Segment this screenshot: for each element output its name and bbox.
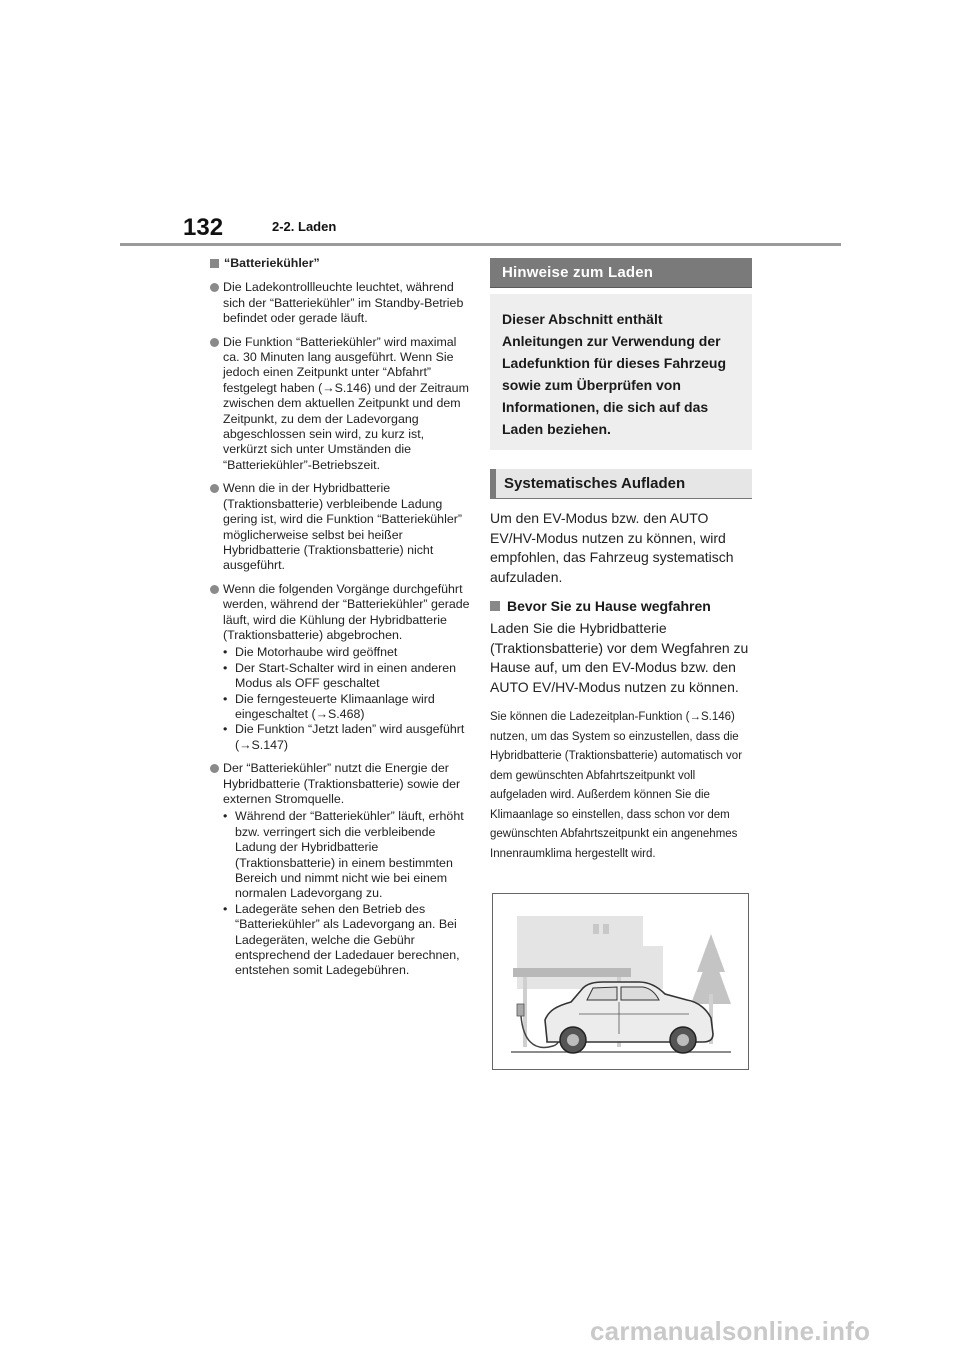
bullet-text: Der “Batteriekühler” nutzt die Energie der Hybridbatterie (Traktionsbatterie) sowie der externen Stromquelle. [223,761,461,806]
header-rule [120,243,841,246]
heading-text: “Batteriekühler” [224,256,320,270]
circle-bullet-icon [210,764,219,773]
square-bullet-icon [490,601,500,611]
list-item [210,335,470,474]
sub-list-energy-notes [210,809,470,978]
subsection-title-bar: Systematisches Aufladen [490,469,752,499]
right-column [490,258,752,864]
bullet-text: Die Ladekontrollleuchte leuchtet, während sich der “Batteriekühler” im Standby-Betrieb befindet oder gerade läuft. [223,280,464,326]
section-title-bar: Hinweise zum Laden [490,258,752,288]
list-item [210,582,470,644]
paragraph-small: Sie können die Ladezeitplan-Funktion (→S.146) nutzen, um das System so einzustellen, dass die Hybridbatterie (Traktionsbatterie) automatisch vor dem gewünschten Abfahrtszeitpunkt voll aufgeladen wird. Außerdem können Sie die Klimaanlage so einstellen, dass schon vor dem gewünschten Abfahrtszeitpunkt ein angenehmes Innenraumklima hergestellt wird. [490,711,743,860]
watermark: carmanualsonline.info [590,1316,871,1346]
intro-box: Dieser Abschnitt enthält Anleitungen zur Verwendung der Ladefunktion für dieses Fahrzeug sowie zum Überprüfen von Informationen, die sich auf das Laden beziehen. [490,294,752,450]
sub-list-item: • Während der “Batteriekühler” läuft, erhöht bzw. verringert sich die verbleibende Ladung der Hybridbatterie (Traktionsbatterie) in einem bestimmten Bereich und nimmt nicht wie bei einem normalen Ladevorgang zu. [223,809,470,901]
square-bullet-icon [210,259,219,268]
car-charging-drawing [493,894,748,1069]
sub-list-item: • Die Motorhaube wird geöffnet [223,645,470,660]
bullet-text: Wenn die in der Hybridbatterie (Traktionsbatterie) verbleibende Ladung gering ist, wird die Funktion “Batteriekühler” möglicherweise selbst bei heißer Hybridbatterie (Traktionsbatterie) nicht ausgeführt. [223,481,462,573]
sub-list-item: • Die Funktion “Jetzt laden” wird ausgeführt (→S.147) [223,722,470,753]
sub-list-cancel-conditions [210,645,470,753]
list-item [210,761,470,807]
batteriekuehler-heading [210,256,470,271]
bullet-text: Die Funktion “Batteriekühler” wird maximal ca. 30 Minuten lang ausgeführt. Wenn Sie jedoch einen Zeitpunkt unter “Abfahrt” festgelegt haben (→S.146) und der Zeitraum zwischen dem aktuellen Zeitpunkt und dem Zeitpunkt, zu dem der Ladevorgang abgeschlossen sein wird, zu kurz ist, verkürzt sich unter Umständen die “Batteriekühler”-Betriebszeit. [223,334,469,472]
list-item [210,481,470,573]
bullet-text: Wenn die folgenden Vorgänge durchgeführt werden, während der “Batteriekühler” gerade läuft, wird die Kühlung der Hybridbatterie (Traktionsbatterie) abgebrochen. [223,581,470,642]
paragraph: Laden Sie die Hybridbatterie (Traktionsbatterie) vor dem Wegfahren zu Hause auf, um den EV-Modus bzw. den AUTO EV/HV-Modus nutzen zu können. [490,620,749,695]
circle-bullet-icon [210,484,219,493]
sub-list-item: • Der Start-Schalter wird in einen anderen Modus als OFF geschaltet [223,661,470,692]
list-item [210,280,470,326]
sub-list-item: • Ladegeräte sehen den Betrieb des “Batteriekühler” als Ladevorgang an. Bei Ladegeräten, welche die Gebühr entsprechend der Ladedauer berechnen, entstehen somit Ladegebühren. [223,902,470,979]
page-number: 132 [183,214,224,241]
circle-bullet-icon [210,283,219,292]
sub-heading-text: Bevor Sie zu Hause wegfahren [507,598,711,614]
sub-list-item: • Die ferngesteuerte Klimaanlage wird eingeschaltet (→S.468) [223,692,470,723]
sub-heading [490,598,752,614]
left-column [210,256,470,987]
section-label: 2-2. Laden [272,219,337,234]
paragraph: Um den EV-Modus bzw. den AUTO EV/HV-Modus nutzen zu können, wird empfohlen, das Fahrzeug systematisch aufzuladen. [490,510,734,585]
circle-bullet-icon [210,338,219,347]
circle-bullet-icon [210,585,219,594]
car-charging-illustration [492,893,749,1070]
